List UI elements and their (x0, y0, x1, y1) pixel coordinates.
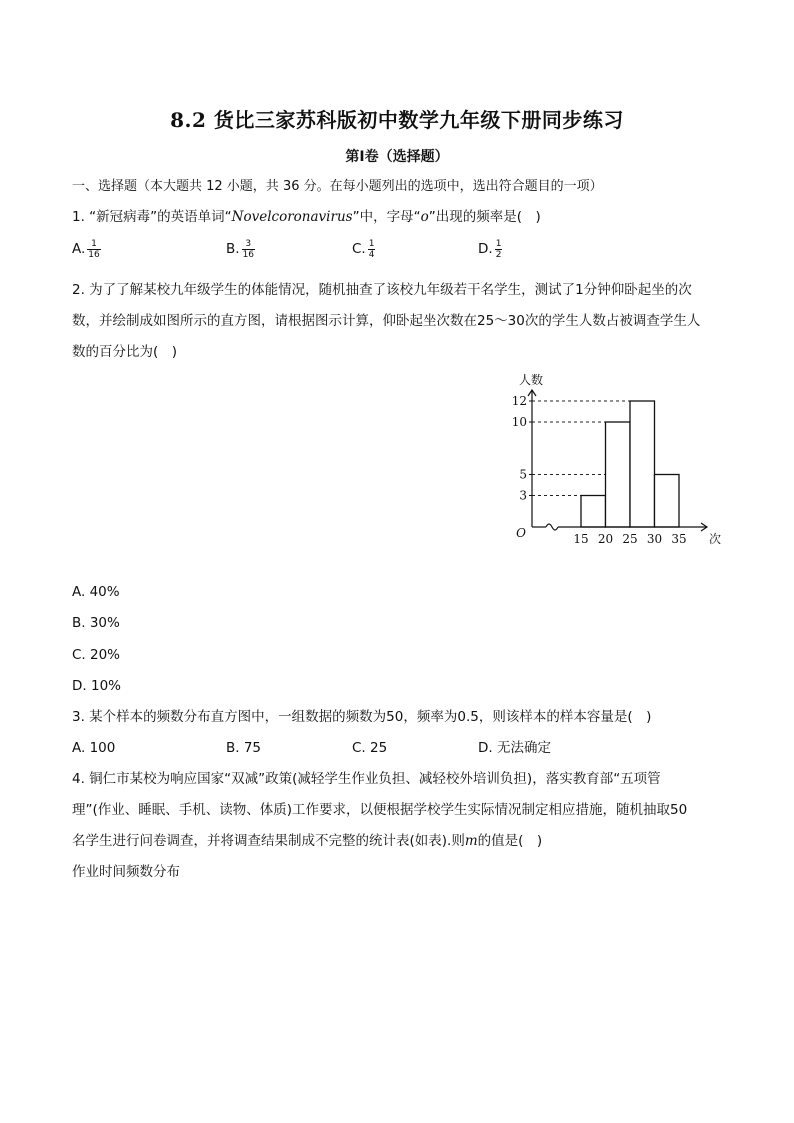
question-4-line-1: 4. 铜仁市某校为响应国家“双减”政策(减轻学生作业负担、减轻校外培训负担)，落实教育部“五项管 (72, 771, 661, 787)
section-header: 一、选择题（本大题共 12 小题，共 36 分。在每小题列出的选项中，选出符合题目的一项） (72, 179, 603, 194)
q2-option-c[interactable]: C. 20% (72, 647, 121, 663)
q1-option-d[interactable]: D. $\frac{1}{2}$ (478, 238, 502, 260)
fraction: $\frac{1}{16}$ (88, 238, 100, 260)
fraction: $\frac{1}{4}$ (368, 238, 375, 260)
x-tick-label: 15 (573, 532, 589, 546)
y-axis-label: 人数 (519, 373, 544, 387)
table-caption: 作业时间频数分布 (72, 864, 180, 880)
q3-option-a[interactable]: A. 100 (72, 740, 116, 756)
y-tick-label: 10 (511, 415, 527, 429)
q1-option-c[interactable]: C. $\frac{1}{4}$ (352, 238, 375, 260)
axis-break-icon (546, 524, 558, 530)
section-volume-title: 第I卷（选择题） (345, 149, 449, 165)
y-tick-label: 3 (519, 488, 527, 503)
histogram-chart (510, 366, 730, 546)
q1-option-a[interactable]: A. $\frac{1}{16}$ (72, 238, 100, 260)
q1-option-b[interactable]: B. $\frac{3}{16}$ (226, 238, 255, 260)
question-3-text: 3. 某个样本的频数分布直方图中，一组数据的频数为50，频率为0.5，则该样本的样本容量是( ) (72, 709, 652, 725)
page-title: 8.2 货比三家苏科版初中数学九年级下册同步练习 (170, 108, 624, 132)
q3-option-c[interactable]: C. 25 (352, 740, 388, 756)
origin-label: O (516, 526, 526, 540)
q2-option-b[interactable]: B. 30% (72, 615, 120, 631)
question-4-line-3: 名学生进行问卷调查，并将调查结果制成不完整的统计表(如表).则m的值是( ) (72, 833, 543, 849)
q2-option-d[interactable]: D. 10% (72, 678, 121, 694)
histogram-bar (581, 496, 606, 528)
x-tick-label: 25 (622, 532, 638, 546)
histogram-bar (630, 401, 655, 527)
y-tick-label: 12 (511, 394, 527, 408)
question-2-line-1: 2. 为了了解某校九年级学生的体能情况，随机抽查了该校九年级若干名学生，测试了1分钟仰卧起坐的次 (72, 282, 692, 298)
x-tick-label: 20 (597, 532, 614, 546)
q2-option-a[interactable]: A. 40% (72, 584, 120, 600)
histogram-bar (655, 475, 680, 528)
fraction: $\frac{3}{16}$ (242, 238, 255, 260)
fraction: $\frac{1}{2}$ (495, 238, 502, 260)
y-tick-label: 5 (519, 467, 527, 482)
question-2-line-3: 数的百分比为( ) (72, 344, 178, 360)
q3-option-d[interactable]: D. 无法确定 (478, 740, 551, 756)
x-tick-label: 35 (671, 532, 687, 546)
english-word: Novelcoronavirus (231, 209, 353, 225)
variable-m: m (464, 833, 478, 849)
x-tick-label: 30 (646, 532, 663, 546)
x-axis-label: 次 (709, 532, 722, 546)
letter-o: o (420, 209, 429, 225)
question-4-line-2: 理”(作业、睡眠、手机、读物、体质)工作要求，以便根据学校学生实际情况制定相应措施，随机抽取50 (72, 802, 688, 818)
question-2-line-2: 数，并绘制成如图所示的直方图，请根据图示计算，仰卧起坐次数在25～30次的学生人数占被调查学生人 (72, 313, 701, 329)
q3-option-b[interactable]: B. 75 (226, 740, 262, 756)
histogram-bar (606, 422, 631, 527)
question-1-text: 1. “新冠病毒”的英语单词“Novelcoronavirus”中，字母“o”出现的频率是( ) (72, 209, 541, 225)
